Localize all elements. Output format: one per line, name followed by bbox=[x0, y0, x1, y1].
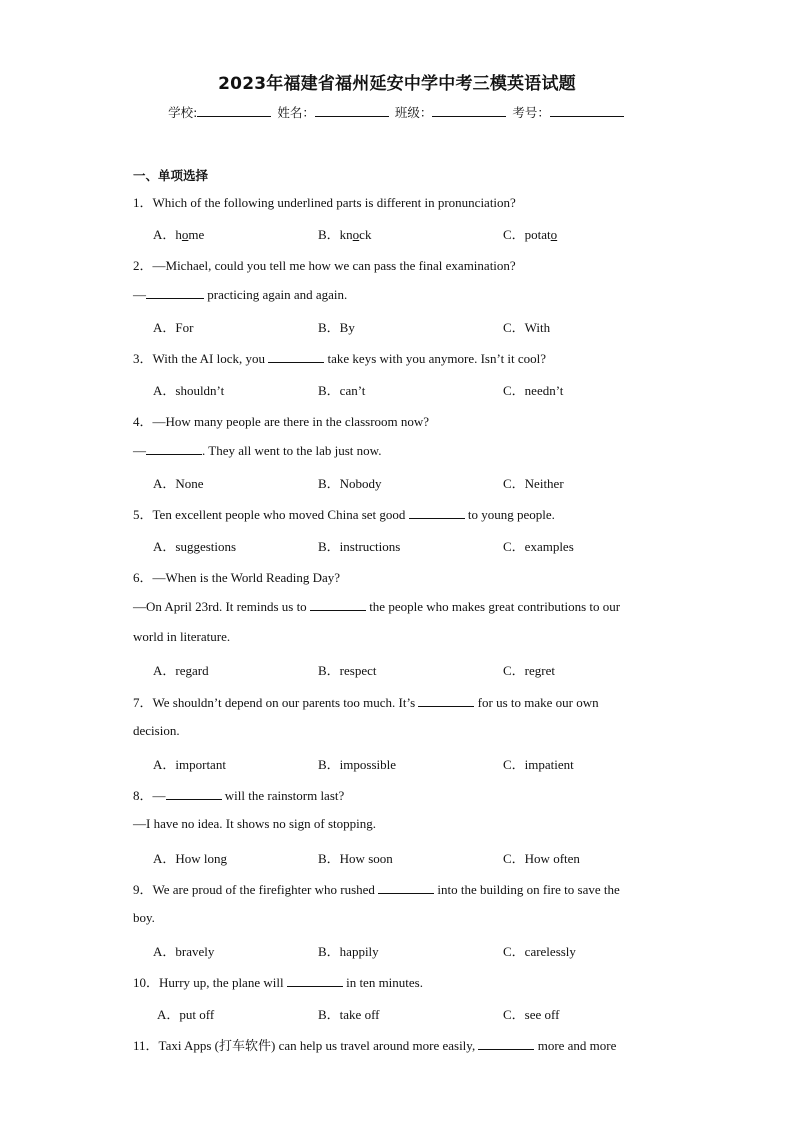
question-2-line-2: — practicing again and again. bbox=[133, 287, 348, 302]
number-label: 考号： bbox=[512, 105, 550, 120]
q5-option-b[interactable]: B．instructions bbox=[318, 539, 401, 554]
answer-blank[interactable] bbox=[378, 881, 434, 894]
page-title: 2023年福建省福州延安中学中考三模英语试题 bbox=[218, 74, 576, 94]
q4-option-b[interactable]: B．Nobody bbox=[318, 476, 382, 491]
question-4-line-2: — . They all went to the lab just now. bbox=[133, 443, 382, 458]
q7-option-c[interactable]: C．impatient bbox=[503, 757, 574, 772]
q1-option-c[interactable]: C．potato bbox=[503, 227, 558, 242]
q5-option-c[interactable]: C．examples bbox=[503, 539, 574, 554]
question-8: 8．— will the rainstorm last? bbox=[133, 788, 345, 803]
name-label: 姓名： bbox=[277, 105, 315, 120]
q6-option-b[interactable]: B．respect bbox=[318, 663, 377, 678]
q7-option-a[interactable]: A．important bbox=[153, 757, 226, 772]
class-blank[interactable] bbox=[432, 103, 506, 117]
q2-option-a[interactable]: A．For bbox=[153, 320, 194, 335]
answer-blank[interactable] bbox=[418, 694, 474, 707]
question-9-line-2: boy. bbox=[133, 910, 155, 925]
class-label: 班级： bbox=[394, 105, 433, 120]
answer-blank[interactable] bbox=[146, 442, 202, 455]
q1-option-b[interactable]: B．knock bbox=[318, 227, 372, 242]
q8-option-c[interactable]: C．How often bbox=[503, 851, 580, 866]
q5-option-a[interactable]: A．suggestions bbox=[153, 539, 237, 554]
q7-option-b[interactable]: B．impossible bbox=[318, 757, 397, 772]
q9-option-c[interactable]: C．carelessly bbox=[503, 944, 576, 959]
answer-blank[interactable] bbox=[166, 787, 222, 800]
q10-option-a[interactable]: A．put off bbox=[157, 1007, 215, 1022]
question-7-line-2: decision. bbox=[133, 723, 180, 738]
q9-option-a[interactable]: A．bravely bbox=[153, 944, 215, 959]
q3-option-a[interactable]: A．shouldn’t bbox=[153, 383, 225, 398]
q4-option-a[interactable]: A．None bbox=[153, 476, 204, 491]
question-6-line-2: —On April 23rd. It reminds us to the people who makes great contributions to our bbox=[133, 599, 621, 614]
question-5: 5．Ten excellent people who moved China set good to young people. bbox=[133, 507, 555, 522]
section-title: 一、单项选择 bbox=[133, 168, 209, 183]
q10-option-c[interactable]: C．see off bbox=[503, 1007, 560, 1022]
number-blank[interactable] bbox=[550, 103, 624, 117]
answer-blank[interactable] bbox=[268, 350, 324, 363]
question-number: 1． bbox=[133, 195, 153, 210]
q2-option-b[interactable]: B．By bbox=[318, 320, 355, 335]
question-8-line-2: —I have no idea. It shows no sign of stopping. bbox=[133, 816, 377, 831]
question-7: 7．We shouldn’t depend on our parents too much. It’s for us to make our own bbox=[133, 695, 599, 710]
q8-option-b[interactable]: B．How soon bbox=[318, 851, 393, 866]
q1-option-a[interactable]: A．home bbox=[153, 227, 205, 242]
answer-blank[interactable] bbox=[287, 974, 343, 987]
q6-option-a[interactable]: A．regard bbox=[153, 663, 209, 678]
school-label: 学校: bbox=[168, 105, 198, 120]
question-6-line-3: world in literature. bbox=[133, 629, 231, 644]
question-9: 9．We are proud of the firefighter who rushed into the building on fire to save the bbox=[133, 882, 620, 897]
question-10: 10．Hurry up, the plane will in ten minutes. bbox=[133, 975, 423, 990]
question-text: Which of the following underlined parts is different in pronunciation? bbox=[152, 195, 516, 210]
question-11: 11．Taxi Apps (打车软件) can help us travel around more easily, more and more bbox=[133, 1038, 617, 1053]
q9-option-b[interactable]: B．happily bbox=[318, 944, 379, 959]
school-blank[interactable] bbox=[197, 103, 271, 117]
question-6: 6．—When is the World Reading Day? bbox=[133, 570, 341, 585]
q2-option-c[interactable]: C．With bbox=[503, 320, 551, 335]
question-1 bbox=[133, 192, 516, 211]
q4-option-c[interactable]: C．Neither bbox=[503, 476, 564, 491]
question-4: 4．—How many people are there in the classroom now? bbox=[133, 414, 430, 429]
answer-blank[interactable] bbox=[310, 598, 366, 611]
q3-option-c[interactable]: C．needn’t bbox=[503, 383, 564, 398]
name-blank[interactable] bbox=[315, 103, 389, 117]
question-2: 2．—Michael, could you tell me how we can pass the final examination? bbox=[133, 258, 516, 273]
q8-option-a[interactable]: A．How long bbox=[153, 851, 228, 866]
answer-blank[interactable] bbox=[478, 1037, 534, 1050]
q3-option-b[interactable]: B．can’t bbox=[318, 383, 366, 398]
question-3: 3．With the AI lock, you take keys with you anymore. Isn’t it cool? bbox=[133, 351, 547, 366]
answer-blank[interactable] bbox=[146, 286, 204, 299]
q6-option-c[interactable]: C．regret bbox=[503, 663, 555, 678]
q10-option-b[interactable]: B．take off bbox=[318, 1007, 380, 1022]
student-info-line bbox=[0, 103, 794, 121]
answer-blank[interactable] bbox=[409, 506, 465, 519]
